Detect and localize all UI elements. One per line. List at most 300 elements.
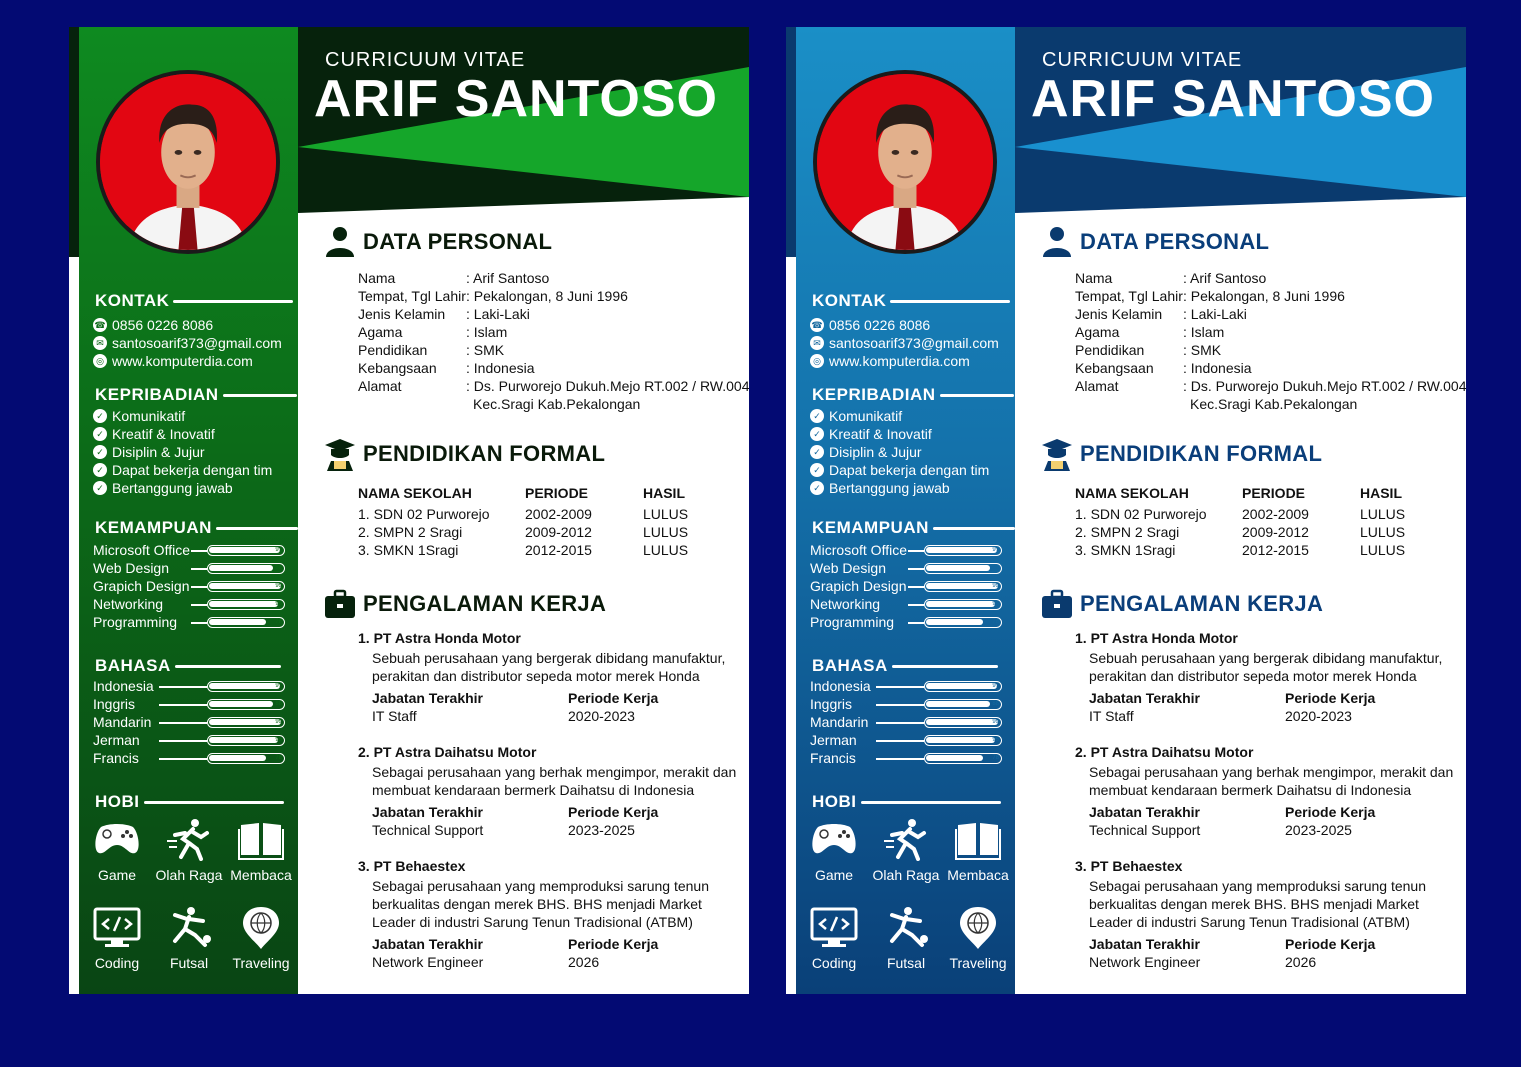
bahasa-skill-label: Jerman	[93, 732, 140, 748]
personal-value: : Islam	[466, 324, 508, 340]
kemampuan-skill-bar	[924, 563, 1002, 574]
job-description: Leader di industri Sarung Tenun Tradisional (ATBM)	[372, 914, 693, 930]
kemampuan-skill-value: 88	[992, 565, 999, 571]
kepribadian-text: Disiplin & Jujur	[829, 444, 922, 460]
kontak-text: www.komputerdia.com	[112, 353, 253, 369]
book-icon	[954, 817, 1002, 861]
hobi-item	[221, 817, 301, 883]
bahasa-title	[812, 656, 998, 676]
kemampuan-skill-value: 99	[275, 583, 282, 589]
kemampuan-skill-label: Microsoft Office	[810, 542, 907, 558]
bahasa-skill-bar	[207, 681, 285, 692]
kemampuan-skill-bar	[207, 581, 285, 592]
hobi-label: Game	[814, 867, 854, 883]
job-jabatan-label: Jabatan Terakhir	[1089, 690, 1201, 706]
job-jabatan: Technical Support	[372, 822, 484, 838]
kontak-title-rule	[890, 300, 1010, 303]
location-globe-icon	[237, 905, 285, 949]
bahasa-skill-fill	[926, 701, 990, 707]
pendidikan-title-text: PENDIDIKAN FORMAL	[363, 441, 606, 466]
bahasa-skill-value: 95	[992, 737, 999, 743]
bahasa-title	[95, 656, 281, 676]
kemampuan-skill-bar	[924, 581, 1002, 592]
job-periode-label: Periode Kerja	[1285, 690, 1376, 706]
hobi-item	[77, 817, 157, 883]
bahasa-skill-label: Mandarin	[93, 714, 152, 730]
hobi-item	[221, 905, 301, 971]
data-personal-title-text: DATA PERSONAL	[1080, 229, 1270, 254]
kontak-text: santosoarif373@gmail.com	[829, 335, 999, 351]
kemampuan-skill-label: Web Design	[810, 560, 887, 576]
kepribadian-text: Dapat bekerja dengan tim	[829, 462, 990, 478]
kemampuan-skill-label: Programming	[93, 614, 178, 630]
code-monitor-icon	[810, 905, 858, 949]
kepribadian-item	[810, 462, 989, 478]
kepribadian-title-rule	[940, 394, 1014, 397]
hobi-label: Coding	[94, 955, 140, 971]
bahasa-title-label: BAHASA	[812, 656, 888, 675]
pendidikan-cell: LULUS	[1360, 524, 1406, 540]
bahasa-skill-fill	[926, 719, 998, 725]
kemampuan-skill-label: Networking	[810, 596, 881, 612]
kemampuan-skill-bar	[924, 617, 1002, 628]
pendidikan-header: HASIL	[643, 485, 685, 501]
personal-value: : SMK	[466, 342, 505, 358]
bahasa-skill-fill	[209, 755, 266, 761]
bahasa-skill	[93, 732, 285, 750]
kemampuan-skill-value: 78	[992, 619, 999, 625]
kepribadian-text: Kreatif & Inovatif	[112, 426, 215, 442]
graduation-icon	[1040, 437, 1074, 471]
kemampuan-skill-leader	[191, 586, 207, 588]
job-periode-label: Periode Kerja	[568, 690, 659, 706]
kontak-item[interactable]	[810, 335, 999, 351]
kepribadian-text: Disiplin & Jujur	[112, 444, 205, 460]
personal-key: Nama	[358, 270, 396, 286]
running-icon	[165, 817, 213, 861]
cv-label: CURRICUUM VITAE	[1042, 49, 1243, 71]
hobi-item	[149, 905, 229, 971]
hobi-item	[794, 817, 874, 883]
hobi-label: Futsal	[886, 955, 926, 971]
job-periode: 2020-2023	[1285, 708, 1352, 724]
job-periode: 2026	[568, 954, 600, 970]
check-icon: ✓	[93, 409, 107, 423]
bahasa-skill-label: Jerman	[810, 732, 857, 748]
check-icon: ✓	[810, 445, 824, 459]
pendidikan-title-text: PENDIDIKAN FORMAL	[1080, 441, 1323, 466]
phone-icon: ☎	[810, 318, 824, 332]
bahasa-skill-value: 88	[992, 701, 999, 707]
cv-name: ARIF SANTOSO	[314, 70, 718, 128]
kontak-item[interactable]	[93, 335, 282, 351]
bahasa-skill-value: 97	[275, 683, 282, 689]
personal-key: Agama	[1075, 324, 1120, 340]
kepribadian-title	[812, 385, 1014, 405]
gamepad-icon	[810, 817, 858, 861]
bahasa-skill-leader	[876, 740, 924, 742]
kepribadian-text: Bertanggung jawab	[829, 480, 950, 496]
job-company: 1. PT Astra Honda Motor	[1075, 630, 1238, 646]
kemampuan-skill-label: Grapich Design	[93, 578, 190, 594]
bahasa-skill	[810, 750, 1002, 768]
pendidikan-title	[323, 437, 605, 471]
job-jabatan-label: Jabatan Terakhir	[372, 690, 484, 706]
kemampuan-skill	[93, 614, 285, 632]
web-icon: ◎	[93, 354, 107, 368]
hobi-title-label: HOBI	[95, 792, 140, 811]
hobi-item	[866, 905, 946, 971]
briefcase-icon	[323, 587, 357, 621]
bahasa-skill-value: 78	[275, 755, 282, 761]
kemampuan-skill-fill	[926, 583, 998, 589]
hobi-item	[77, 905, 157, 971]
profile-photo	[813, 70, 997, 254]
personal-value: : Ds. Purworejo Dukuh.Mejo RT.002 / RW.004	[466, 378, 749, 394]
pendidikan-cell: LULUS	[1360, 542, 1406, 558]
personal-address-line2: Kec.Sragi Kab.Pekalongan	[473, 396, 641, 412]
profile-photo	[96, 70, 280, 254]
job-periode-label: Periode Kerja	[568, 936, 659, 952]
kemampuan-skill-value: 99	[992, 583, 999, 589]
bahasa-skill	[810, 678, 1002, 696]
personal-value: : Pekalongan, 8 Juni 1996	[1183, 288, 1345, 304]
personal-key: Pendidikan	[1075, 342, 1145, 358]
job-jabatan: Network Engineer	[372, 954, 484, 970]
bahasa-skill	[810, 732, 1002, 750]
bahasa-skill-leader	[159, 722, 207, 724]
running-icon	[882, 817, 930, 861]
personal-key: Alamat	[358, 378, 402, 394]
job-jabatan-label: Jabatan Terakhir	[1089, 804, 1201, 820]
hobi-title-rule	[861, 801, 1001, 804]
bahasa-skill-label: Francis	[810, 750, 856, 766]
kemampuan-skill-label: Web Design	[93, 560, 170, 576]
pendidikan-header: PERIODE	[525, 485, 589, 501]
job-company: 1. PT Astra Honda Motor	[358, 630, 521, 646]
web-icon: ◎	[810, 354, 824, 368]
soccer-player-icon	[882, 905, 930, 949]
hobi-label: Futsal	[169, 955, 209, 971]
pendidikan-cell: 2002-2009	[1242, 506, 1309, 522]
job-description: membuat kendaraan bermerk Daihatsu di Indonesia	[1089, 782, 1412, 798]
bahasa-skill-leader	[876, 704, 924, 706]
kontak-text: santosoarif373@gmail.com	[112, 335, 282, 351]
job-periode: 2023-2025	[568, 822, 635, 838]
kemampuan-title	[95, 518, 298, 538]
kemampuan-skill-leader	[908, 568, 924, 570]
bahasa-title-rule	[892, 665, 998, 668]
kontak-title-label: KONTAK	[812, 291, 887, 310]
hobi-label: Membaca	[947, 867, 1009, 883]
kemampuan-skill-fill	[209, 547, 280, 553]
bahasa-skill-label: Inggris	[810, 696, 853, 712]
job-description: perakitan dan distributor sepeda motor merek Honda	[372, 668, 700, 684]
bahasa-skill	[810, 714, 1002, 732]
kontak-text: 0856 0226 8086	[829, 317, 931, 333]
pengalaman-title-text: PENGALAMAN KERJA	[363, 591, 607, 616]
bahasa-skill-bar	[924, 753, 1002, 764]
kemampuan-skill-label: Programming	[810, 614, 895, 630]
bahasa-skill-value: 88	[275, 701, 282, 707]
personal-value: : Laki-Laki	[1183, 306, 1247, 322]
check-icon: ✓	[810, 463, 824, 477]
bahasa-skill-bar	[924, 699, 1002, 710]
hobi-label: Traveling	[232, 955, 290, 971]
kontak-text: 0856 0226 8086	[112, 317, 214, 333]
personal-key: Kebangsaan	[1075, 360, 1154, 376]
personal-key: Jenis Kelamin	[358, 306, 446, 322]
bahasa-skill-leader	[876, 686, 924, 688]
bahasa-skill	[93, 696, 285, 714]
bahasa-skill-leader	[159, 704, 207, 706]
job-periode: 2026	[1285, 954, 1317, 970]
email-icon: ✉	[810, 336, 824, 350]
kemampuan-skill-leader	[908, 604, 924, 606]
job-company: 2. PT Astra Daihatsu Motor	[1075, 744, 1254, 760]
job-description: berkualitas dengan merek BHS. BHS menjadi Market	[372, 896, 702, 912]
kemampuan-skill-bar	[207, 563, 285, 574]
pendidikan-cell: 2. SMPN 2 Sragi	[1075, 524, 1180, 540]
bahasa-skill-label: Inggris	[93, 696, 136, 712]
personal-value: : Indonesia	[466, 360, 535, 376]
job-jabatan-label: Jabatan Terakhir	[372, 804, 484, 820]
personal-key: Tempat, Tgl Lahir	[1075, 288, 1183, 304]
bahasa-skill-bar	[207, 735, 285, 746]
pendidikan-cell: 1. SDN 02 Purworejo	[1075, 506, 1207, 522]
bahasa-skill-fill	[926, 737, 995, 743]
kemampuan-skill-fill	[209, 565, 273, 571]
kepribadian-text: Dapat bekerja dengan tim	[112, 462, 273, 478]
bahasa-title-rule	[175, 665, 281, 668]
person-icon	[323, 225, 357, 259]
hobi-title-label: HOBI	[812, 792, 857, 811]
check-icon: ✓	[93, 427, 107, 441]
bahasa-skill-bar	[924, 735, 1002, 746]
kontak-item[interactable]	[93, 317, 213, 333]
bahasa-skill	[810, 696, 1002, 714]
personal-value: : Arif Santoso	[1183, 270, 1267, 286]
job-jabatan-label: Jabatan Terakhir	[372, 936, 484, 952]
kemampuan-skill-leader	[191, 622, 207, 624]
bahasa-skill-bar	[924, 717, 1002, 728]
kemampuan-skill-value: 97	[992, 547, 999, 553]
job-description: Sebagai perusahaan yang memproduksi sarung tenun	[372, 878, 710, 894]
pendidikan-cell: 2002-2009	[525, 506, 592, 522]
kemampuan-skill-label: Networking	[93, 596, 164, 612]
kemampuan-skill-fill	[926, 565, 990, 571]
job-description: Sebuah perusahaan yang bergerak dibidang manufaktur,	[1089, 650, 1443, 666]
pendidikan-cell: 2012-2015	[1242, 542, 1309, 558]
kemampuan-skill-value: 88	[275, 565, 282, 571]
kemampuan-skill	[810, 560, 1002, 578]
hobi-title	[95, 792, 284, 812]
job-company: 2. PT Astra Daihatsu Motor	[358, 744, 537, 760]
hobi-item	[938, 905, 1018, 971]
bahasa-skill-leader	[159, 740, 207, 742]
check-icon: ✓	[93, 445, 107, 459]
pendidikan-cell: LULUS	[1360, 506, 1406, 522]
job-periode-label: Periode Kerja	[1285, 936, 1376, 952]
cv-name: ARIF SANTOSO	[1031, 70, 1435, 128]
kemampuan-skill	[810, 596, 1002, 614]
job-description: Leader di industri Sarung Tenun Tradisional (ATBM)	[1089, 914, 1410, 930]
email-icon: ✉	[93, 336, 107, 350]
bahasa-skill-leader	[876, 758, 924, 760]
kemampuan-skill-fill	[926, 619, 983, 625]
personal-value: : Ds. Purworejo Dukuh.Mejo RT.002 / RW.004	[1183, 378, 1466, 394]
data-personal-title	[1040, 225, 1269, 259]
bahasa-skill-bar	[207, 753, 285, 764]
bahasa-skill-fill	[926, 683, 997, 689]
personal-key: Tempat, Tgl Lahir	[358, 288, 466, 304]
kepribadian-title-label: KEPRIBADIAN	[95, 385, 219, 404]
job-jabatan: IT Staff	[1089, 708, 1134, 724]
personal-key: Jenis Kelamin	[1075, 306, 1163, 322]
person-icon	[1040, 225, 1074, 259]
cv-page-blue	[786, 27, 1466, 994]
phone-icon: ☎	[93, 318, 107, 332]
bahasa-skill-value: 99	[992, 719, 999, 725]
bahasa-skill-fill	[209, 719, 281, 725]
personal-value: : Indonesia	[1183, 360, 1252, 376]
kemampuan-skill-fill	[209, 583, 281, 589]
bahasa-skill	[93, 750, 285, 768]
sidebar-edge	[786, 257, 796, 994]
kepribadian-item	[93, 408, 185, 424]
kepribadian-title-label: KEPRIBADIAN	[812, 385, 936, 404]
pendidikan-cell: LULUS	[643, 524, 689, 540]
kepribadian-item	[93, 444, 205, 460]
check-icon: ✓	[810, 427, 824, 441]
personal-value: : Laki-Laki	[466, 306, 530, 322]
kemampuan-skill-value: 97	[275, 547, 282, 553]
hobi-label: Coding	[811, 955, 857, 971]
hobi-label: Olah Raga	[155, 867, 223, 883]
bahasa-skill	[93, 678, 285, 696]
kemampuan-skill-leader	[908, 622, 924, 624]
kemampuan-skill-leader	[191, 568, 207, 570]
kemampuan-skill-bar	[924, 545, 1002, 556]
kepribadian-item	[810, 408, 902, 424]
cv-label: CURRICUUM VITAE	[325, 49, 526, 71]
kemampuan-skill-bar	[207, 545, 285, 556]
kemampuan-skill	[93, 560, 285, 578]
kemampuan-skill-bar	[207, 617, 285, 628]
hobi-title-rule	[144, 801, 284, 804]
bahasa-title-label: BAHASA	[95, 656, 171, 675]
kemampuan-skill-leader	[191, 550, 207, 552]
kepribadian-text: Bertanggung jawab	[112, 480, 233, 496]
job-description: Sebagai perusahaan yang berhak mengimpor, merakit dan	[372, 764, 737, 780]
job-jabatan: Network Engineer	[1089, 954, 1201, 970]
kemampuan-skill-fill	[209, 601, 278, 607]
pendidikan-cell: 2009-2012	[525, 524, 592, 540]
hobi-label: Membaca	[230, 867, 292, 883]
job-jabatan: IT Staff	[372, 708, 417, 724]
kemampuan-skill	[93, 596, 285, 614]
bahasa-skill-label: Indonesia	[93, 678, 154, 694]
kontak-item[interactable]	[810, 317, 930, 333]
kemampuan-skill	[810, 614, 1002, 632]
kemampuan-skill	[93, 578, 285, 596]
kepribadian-text: Komunikatif	[829, 408, 903, 424]
kemampuan-skill-value: 95	[275, 601, 282, 607]
kemampuan-skill-fill	[209, 619, 266, 625]
kemampuan-title-label: KEMAMPUAN	[812, 518, 929, 537]
bahasa-skill-value: 99	[275, 719, 282, 725]
pendidikan-cell: 3. SMKN 1Sragi	[358, 542, 459, 558]
kemampuan-title-rule	[933, 527, 1015, 530]
kontak-title	[95, 291, 293, 311]
kemampuan-skill	[810, 578, 1002, 596]
book-icon	[237, 817, 285, 861]
kontak-item[interactable]	[810, 353, 970, 369]
kepribadian-item	[810, 480, 950, 496]
pendidikan-cell: 2009-2012	[1242, 524, 1309, 540]
briefcase-icon	[1040, 587, 1074, 621]
location-globe-icon	[954, 905, 1002, 949]
bahasa-skill-fill	[926, 755, 983, 761]
pendidikan-cell: 2012-2015	[525, 542, 592, 558]
personal-key: Nama	[1075, 270, 1113, 286]
pendidikan-cell: 1. SDN 02 Purworejo	[358, 506, 490, 522]
bahasa-skill-label: Francis	[93, 750, 139, 766]
kepribadian-item	[93, 426, 215, 442]
job-description: Sebuah perusahaan yang bergerak dibidang manufaktur,	[372, 650, 726, 666]
pendidikan-cell: 2. SMPN 2 Sragi	[358, 524, 463, 540]
pengalaman-title	[323, 587, 606, 621]
job-description: Sebagai perusahaan yang berhak mengimpor, merakit dan	[1089, 764, 1454, 780]
bahasa-skill-leader	[876, 722, 924, 724]
personal-value: : Pekalongan, 8 Juni 1996	[466, 288, 628, 304]
kepribadian-item	[810, 444, 922, 460]
job-periode: 2023-2025	[1285, 822, 1352, 838]
kemampuan-skill-value: 78	[275, 619, 282, 625]
kemampuan-skill	[93, 542, 285, 560]
bahasa-skill-fill	[209, 683, 280, 689]
data-personal-title-text: DATA PERSONAL	[363, 229, 553, 254]
job-jabatan: Technical Support	[1089, 822, 1201, 838]
job-periode-label: Periode Kerja	[1285, 804, 1376, 820]
job-description: perakitan dan distributor sepeda motor merek Honda	[1089, 668, 1417, 684]
job-description: Sebagai perusahaan yang memproduksi sarung tenun	[1089, 878, 1427, 894]
kepribadian-title-rule	[223, 394, 297, 397]
kemampuan-title	[812, 518, 1015, 538]
pendidikan-cell: LULUS	[643, 506, 689, 522]
kontak-item[interactable]	[93, 353, 253, 369]
bahasa-skill-leader	[159, 758, 207, 760]
hobi-label: Olah Raga	[872, 867, 940, 883]
kontak-title	[812, 291, 1010, 311]
hobi-label: Game	[97, 867, 137, 883]
job-periode: 2020-2023	[568, 708, 635, 724]
sidebar-edge	[69, 257, 79, 994]
kepribadian-item	[93, 480, 233, 496]
bahasa-skill-value: 97	[992, 683, 999, 689]
bahasa-skill-bar	[924, 681, 1002, 692]
hobi-item	[866, 817, 946, 883]
kemampuan-skill-bar	[207, 599, 285, 610]
personal-key: Alamat	[1075, 378, 1119, 394]
kepribadian-text: Komunikatif	[112, 408, 186, 424]
bahasa-skill-value: 95	[275, 737, 282, 743]
hobi-item	[794, 905, 874, 971]
kepribadian-title	[95, 385, 297, 405]
pendidikan-header: NAMA SEKOLAH	[358, 485, 472, 501]
pengalaman-title-text: PENGALAMAN KERJA	[1080, 591, 1324, 616]
kontak-title-label: KONTAK	[95, 291, 170, 310]
